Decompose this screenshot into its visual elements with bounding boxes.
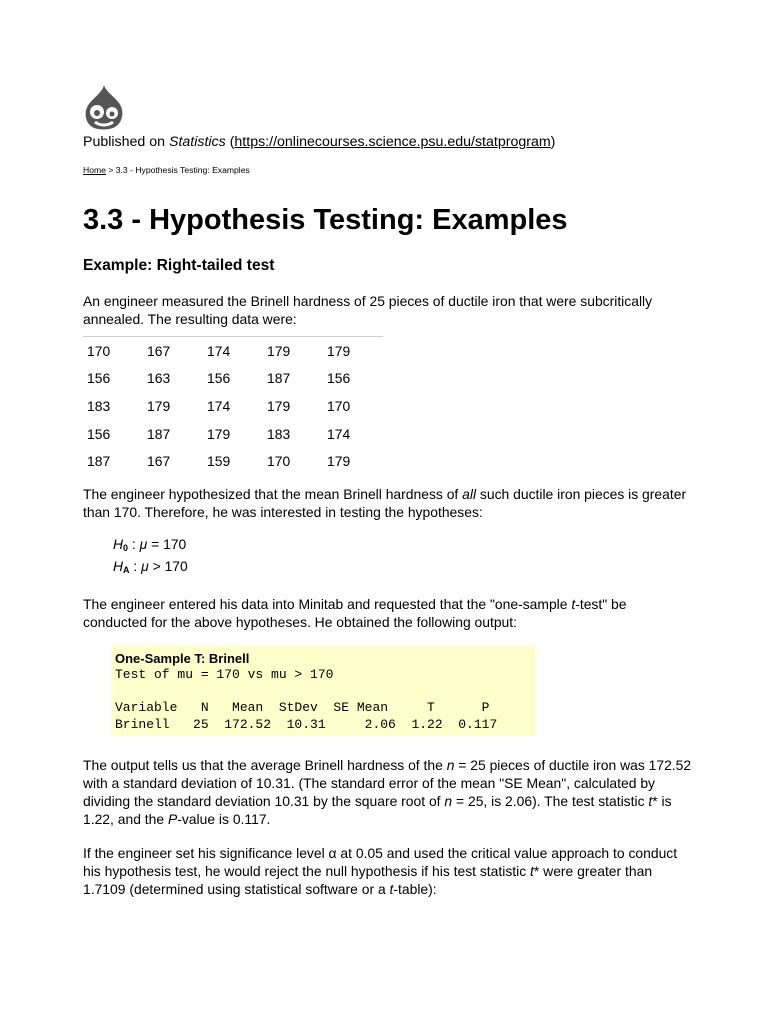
table-cell: 179 xyxy=(267,397,291,414)
critical-value-paragraph xyxy=(83,844,693,898)
alternative-hypothesis xyxy=(113,557,693,579)
minitab-values-line: Brinell 25 172.52 10.31 2.06 1.22 0.117 xyxy=(115,716,498,732)
para4-text-c: = 25, is 2.06). The test statistic xyxy=(452,792,649,809)
h0-mu: μ xyxy=(139,535,148,552)
ha-subscript: A xyxy=(123,564,130,575)
h0-value: = 170 xyxy=(147,535,187,552)
para4-text-d: * is 1.22, and the xyxy=(83,792,672,827)
ha-letter: H xyxy=(113,557,124,574)
para3-text-a: The engineer entered his data into Minitab and requested that the "one-sample xyxy=(83,595,572,612)
h0-colon: : xyxy=(128,535,140,552)
table-cell: 187 xyxy=(147,425,171,442)
minitab-test-line: Test of mu = 170 vs mu > 170 xyxy=(115,666,334,682)
close-paren: ) xyxy=(550,134,556,150)
table-row xyxy=(83,392,383,420)
minitab-intro-paragraph xyxy=(83,595,693,631)
breadcrumb-separator: > xyxy=(105,165,116,175)
para2-italic-all: all xyxy=(462,485,477,502)
document-page xyxy=(83,84,693,898)
table-cell: 156 xyxy=(87,425,111,442)
null-hypothesis xyxy=(113,535,693,557)
site-name: Statistics xyxy=(168,134,226,150)
published-prefix: Published on xyxy=(83,134,169,150)
para4-italic-p: P xyxy=(167,810,178,827)
published-on-line xyxy=(83,133,693,151)
h0-subscript: 0 xyxy=(123,542,129,553)
para4-text-e: -value is 0.117. xyxy=(177,810,271,827)
ha-colon: : xyxy=(129,557,142,574)
table-row xyxy=(83,337,383,365)
hypothesis-paragraph xyxy=(83,485,693,521)
breadcrumb xyxy=(83,164,693,176)
table-cell: 167 xyxy=(147,342,171,359)
intro-paragraph: An engineer measured the Brinell hardness of 25 pieces of ductile iron that were subcritically annealed. The resulting data were: xyxy=(83,293,653,327)
para5-text-a: If the engineer set his significance level α at 0.05 and used the critical value approach to conduct his hypothesis test, he would reject the null hypothesis if his test statistic xyxy=(83,844,678,879)
table-cell: 179 xyxy=(207,425,231,442)
para5-text-b: * were greater than 1.7109 (determined using statistical software or a xyxy=(83,862,653,897)
section-heading: Example: Right-tailed test xyxy=(83,257,275,274)
table-cell: 187 xyxy=(87,453,111,470)
ha-mu: μ xyxy=(141,557,149,574)
table-cell: 174 xyxy=(207,397,231,414)
page-title: 3.3 - Hypothesis Testing: Examples xyxy=(83,204,568,236)
table-cell: 170 xyxy=(87,342,111,359)
para2-text-a: The engineer hypothesized that the mean Brinell hardness of xyxy=(83,485,463,502)
table-cell: 174 xyxy=(327,425,351,442)
table-cell: 170 xyxy=(267,453,291,470)
table-cell: 163 xyxy=(147,370,171,387)
para4-italic-n2: n xyxy=(444,792,453,809)
table-cell: 156 xyxy=(207,370,231,387)
open-paren: ( xyxy=(225,134,235,150)
para5-text-c: -table): xyxy=(393,880,437,897)
minitab-output-box xyxy=(111,645,535,736)
drupal-drop-icon xyxy=(83,84,125,130)
table-row xyxy=(83,420,383,448)
h0-letter: H xyxy=(113,535,124,552)
table-cell: 170 xyxy=(327,397,351,414)
table-cell: 174 xyxy=(207,342,231,359)
ha-value: > 170 xyxy=(148,557,188,574)
para4-text-a: The output tells us that the average Brinell hardness of the xyxy=(83,756,447,773)
table-cell: 179 xyxy=(147,397,171,414)
para2-text-b: such ductile iron pieces is greater than 170. Therefore, he was interested in testing the hypotheses: xyxy=(83,485,687,520)
table-cell: 179 xyxy=(327,342,351,359)
table-cell: 183 xyxy=(267,425,291,442)
breadcrumb-current: 3.3 - Hypothesis Testing: Examples xyxy=(115,165,250,175)
para4-italic-t: t xyxy=(648,792,653,809)
para5-italic-t1: t xyxy=(530,862,534,879)
para3-italic-t: t xyxy=(571,595,576,612)
table-cell: 156 xyxy=(327,370,351,387)
breadcrumb-home-link[interactable]: Home xyxy=(83,165,106,175)
table-cell: 179 xyxy=(267,342,291,359)
table-cell: 156 xyxy=(87,370,111,387)
hypotheses-block xyxy=(113,535,693,579)
table-cell: 159 xyxy=(207,453,231,470)
output-explanation-paragraph xyxy=(83,756,693,828)
table-cell: 183 xyxy=(87,397,111,414)
minitab-title: One-Sample T: Brinell xyxy=(115,650,250,666)
table-cell: 167 xyxy=(147,453,171,470)
site-url-link[interactable]: https://onlinecourses.science.psu.edu/statprogram xyxy=(234,134,551,150)
para3-text-b: -test" be conducted for the above hypotheses. He obtained the following output: xyxy=(83,595,627,630)
para5-italic-t2: t xyxy=(389,880,394,897)
hardness-data-table xyxy=(83,336,383,475)
table-row xyxy=(83,365,383,393)
table-row xyxy=(83,447,383,475)
table-cell: 187 xyxy=(267,370,291,387)
para4-italic-n1: n xyxy=(446,756,455,773)
table-cell: 179 xyxy=(327,453,351,470)
minitab-header-line: Variable N Mean StDev SE Mean T P xyxy=(115,699,490,715)
para4-text-b: = 25 pieces of ductile iron was 172.52 with a standard deviation of 10.31. (The standard error of the mean "SE Mean", calculated by dividing the standard deviation 10.31 by the square root of xyxy=(83,756,692,809)
